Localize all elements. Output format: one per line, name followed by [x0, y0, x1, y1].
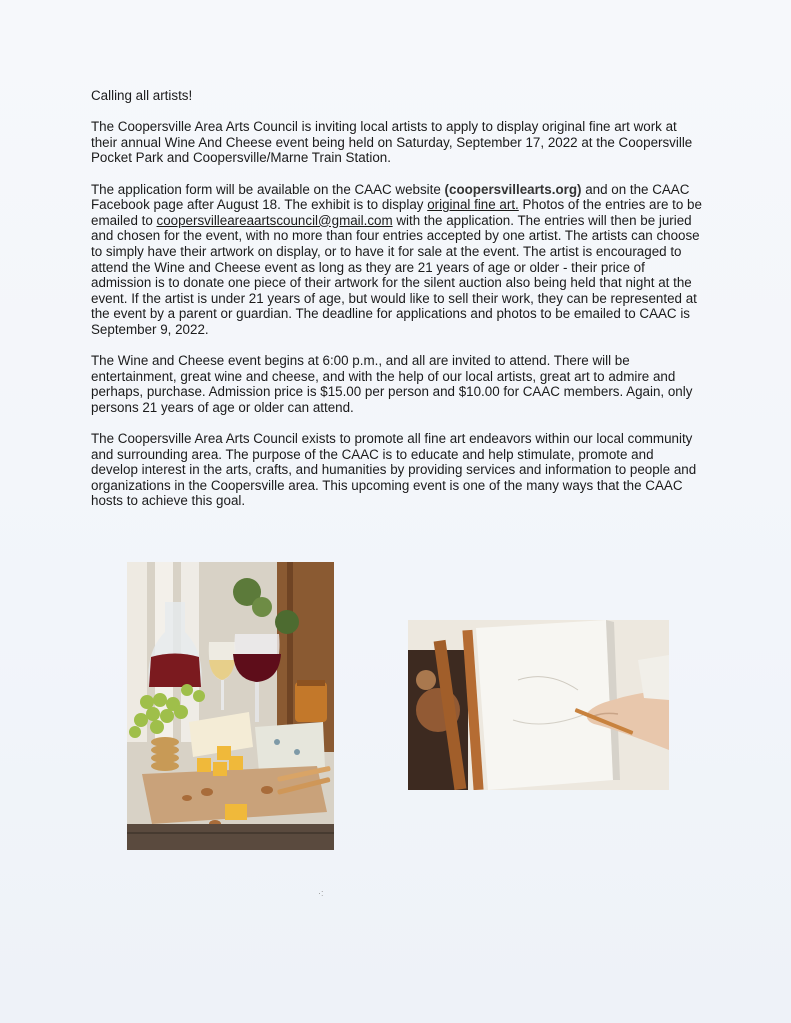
website-text: (coopersvillearts.org) [444, 181, 582, 197]
wine-and-cheese-photo [127, 562, 334, 850]
original-fine-art-text: original fine art. [427, 197, 519, 213]
hand-drawing-on-easel-photo [408, 620, 669, 790]
wine-and-cheese-illustration [127, 562, 334, 850]
intro-paragraph: The Coopersville Area Arts Council is inviting local artists to apply to display original fine art work at their annual Wine And Cheese event being held on Saturday, September 17, 2022 at the Coopersville Pocket Park and Coopersville/Marne Train Station. [91, 119, 693, 166]
flyer-body [91, 88, 703, 525]
application-text-3: Photos of the entries are to be emailed to [91, 197, 702, 228]
email-link[interactable]: coopersvilleareaartscouncil@gmail.com [156, 212, 393, 228]
greeting-heading: Calling all artists! [91, 88, 193, 103]
application-text-1: The application form will be available on the CAAC website [91, 181, 445, 197]
scan-speck: ·: [318, 888, 324, 898]
application-text-2: and on the CAAC Facebook page after August 18. The exhibit is to display [91, 181, 690, 213]
application-paragraph [91, 182, 703, 338]
application-text-4: with the application. The entries will then be juried and chosen for the event, with no more than four entries accepted by one artist. The artists can choose to simply have their artwork on display, or to have it for sale at the event. The artist is encouraged to attend the Wine and Cheese event as long as they are 21 years of age or older - their price of admission is to donate one piece of their artwork for the silent auction also being held that night at the event. If the artist is under 21 years of age, but would like to sell their work, they can be represented at the event by a parent or guardian. The deadline for applications and photos to be emailed to CAAC is September 9, 2022. [91, 212, 700, 337]
event-paragraph: The Wine and Cheese event begins at 6:00 p.m., and all are invited to attend. There will be entertainment, great wine and cheese, and with the help of our local artists, great art to admire and perhaps, purchase. Admission price is $15.00 per person and $10.00 for CAAC members. Again, only persons 21 years of age or older can attend. [91, 353, 693, 415]
mission-paragraph: The Coopersville Area Arts Council exists to promote all fine art endeavors within our local community and surrounding area. The purpose of the CAAC is to educate and help stimulate, promote and develop interest in the arts, crafts, and humanities by providing services and information to people and organizations in the Coopersville area. This upcoming event is one of the many ways that the CAAC hosts to achieve this goal. [91, 431, 697, 509]
drawing-illustration [408, 620, 669, 790]
